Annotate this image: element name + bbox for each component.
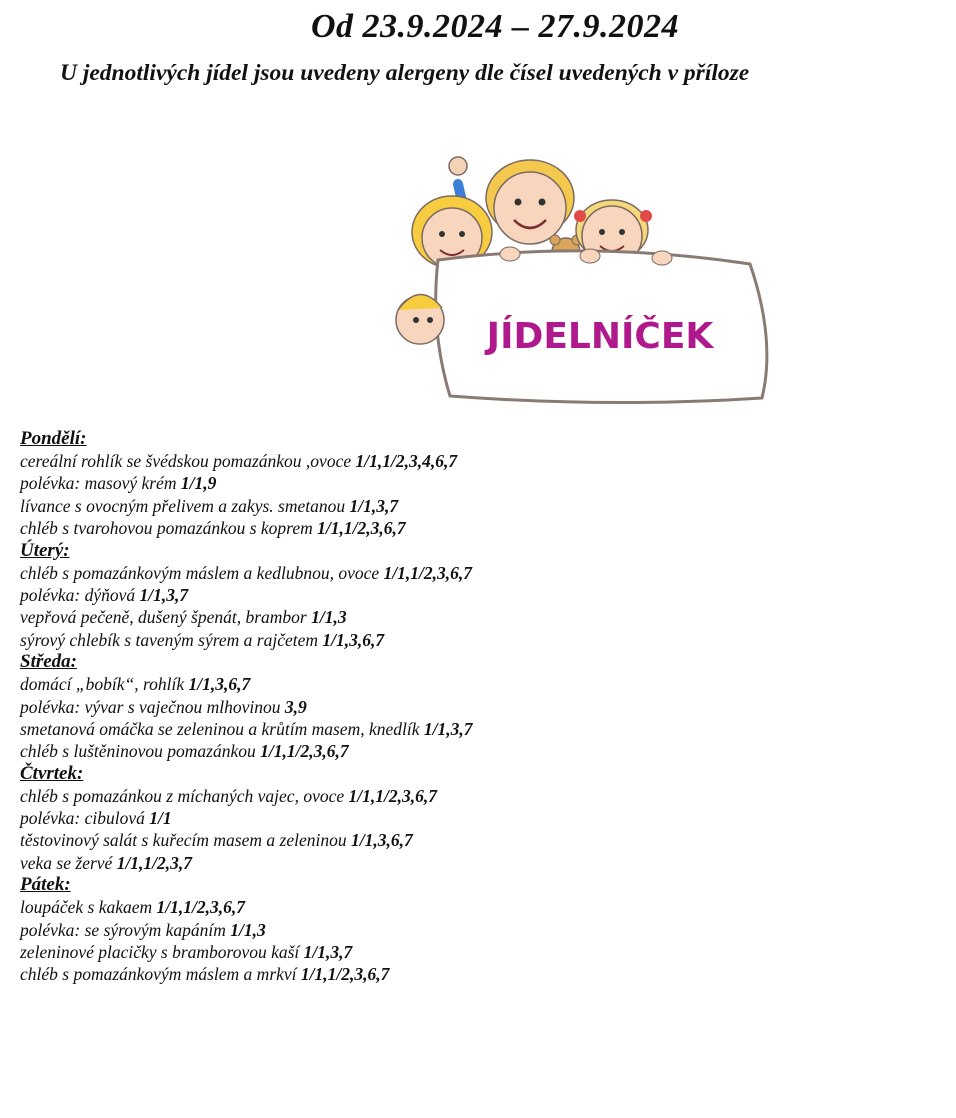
allergen-codes: 1/1,3,6,7 — [188, 674, 251, 695]
dish-text: domácí „bobík“, rohlík — [20, 674, 189, 695]
dish-text: polévka: se sýrovým kapáním — [20, 919, 231, 940]
dish-text: sýrový chlebík s taveným sýrem a rajčetem — [20, 629, 323, 650]
dish-text: smetanová omáčka se zeleninou a krůtím masem, knedlík — [20, 718, 424, 739]
allergen-codes: 1/1,3 — [230, 919, 266, 940]
allergen-codes: 1/1,3,7 — [423, 718, 473, 739]
dish-text: polévka: dýňová — [20, 584, 140, 605]
menu-item — [20, 584, 920, 606]
menu-item — [20, 562, 920, 584]
menu-illustration — [390, 140, 780, 420]
allergen-codes: 1/1,1/2,3,6,7 — [317, 518, 406, 539]
dish-text: chléb s tvarohovou pomazánkou s koprem — [20, 518, 318, 539]
menu-item — [20, 673, 920, 695]
allergen-codes: 1/1 — [149, 808, 172, 829]
day-heading: Pondělí: — [20, 428, 87, 449]
menu-item — [20, 696, 920, 718]
menu-item — [20, 852, 920, 874]
menu-item — [20, 606, 920, 628]
allergen-codes: 1/1,3,6,7 — [350, 830, 413, 851]
menu-item — [20, 495, 920, 517]
menu-item — [20, 740, 920, 762]
day-heading: Čtvrtek: — [20, 762, 84, 784]
allergen-codes: 3,9 — [284, 696, 307, 717]
allergen-codes: 1/1,1/2,3,6,7 — [383, 562, 472, 583]
allergen-codes: 1/1,1/2,3,6,7 — [348, 785, 437, 806]
menu-item — [20, 896, 920, 918]
menu-item — [20, 517, 920, 539]
allergen-codes: 1/1,3,6,7 — [322, 629, 385, 650]
menu-item — [20, 785, 920, 807]
dish-text: lívance s ovocným přelivem a zakys. smetanou — [20, 495, 350, 516]
allergen-codes: 1/1,3 — [311, 607, 347, 628]
dish-text: těstovinový salát s kuřecím masem a zeleninou — [20, 830, 351, 851]
day-heading: Středa: — [20, 651, 77, 673]
menu-item — [20, 450, 920, 472]
dish-text: vepřová pečeně, dušený špenát, brambor — [20, 607, 312, 628]
dish-text: polévka: cibulová — [20, 808, 150, 829]
allergen-codes: 1/1,1/2,3,6,7 — [156, 897, 246, 918]
allergen-codes: 1/1,1/2,3,4,6,7 — [355, 451, 458, 471]
menu-item — [20, 963, 920, 985]
dish-text: zeleninové placičky s bramborovou kaší — [20, 942, 304, 963]
dish-text: veka se žervé — [20, 852, 117, 873]
allergen-codes: 1/1,3,7 — [303, 942, 353, 963]
dish-text: loupáček s kakaem — [20, 897, 157, 918]
menu-item — [20, 807, 920, 829]
dish-text: polévka: vývar s vaječnou mlhovinou — [20, 696, 285, 717]
menu-item — [20, 629, 920, 651]
dish-text: chléb s pomazánkovým máslem a kedlubnou, ovoce — [20, 562, 384, 583]
allergen-codes: 1/1,3,7 — [139, 584, 189, 605]
dish-text: cereální rohlík se švédskou pomazánkou ,ovoce — [20, 451, 356, 471]
dish-text: chléb s luštěninovou pomazánkou — [20, 741, 261, 762]
menu-item — [20, 919, 920, 941]
allergen-codes: 1/1,9 — [180, 473, 217, 494]
allergen-codes: 1/1,1/2,3,7 — [116, 852, 193, 873]
day-heading: Pátek: — [20, 874, 71, 896]
menu-item — [20, 829, 920, 851]
dish-text: chléb s pomazánkou z míchaných vajec, ovoce — [20, 785, 349, 806]
kids-with-board-icon — [390, 140, 780, 420]
allergen-codes: 1/1,1/2,3,6,7 — [300, 964, 390, 985]
allergen-codes: 1/1,3,7 — [349, 495, 399, 516]
allergen-codes: 1/1,1/2,3,6,7 — [260, 741, 349, 762]
day-heading: Úterý: — [20, 539, 70, 561]
page-title: Od 23.9.2024 – 27.9.2024 — [310, 8, 680, 45]
menu-item — [20, 941, 920, 963]
dish-text: polévka: masový krém — [20, 473, 181, 494]
dish-text: chléb s pomazánkovým máslem a mrkví — [20, 964, 301, 985]
weekly-menu — [20, 428, 920, 986]
allergen-note: U jednotlivých jídel jsou uvedeny alergeny dle čísel uvedených v příloze — [60, 60, 750, 86]
menu-item — [20, 718, 920, 740]
menu-item — [20, 472, 920, 494]
jidelnicek-label: JÍDELNÍČEK — [486, 316, 714, 357]
